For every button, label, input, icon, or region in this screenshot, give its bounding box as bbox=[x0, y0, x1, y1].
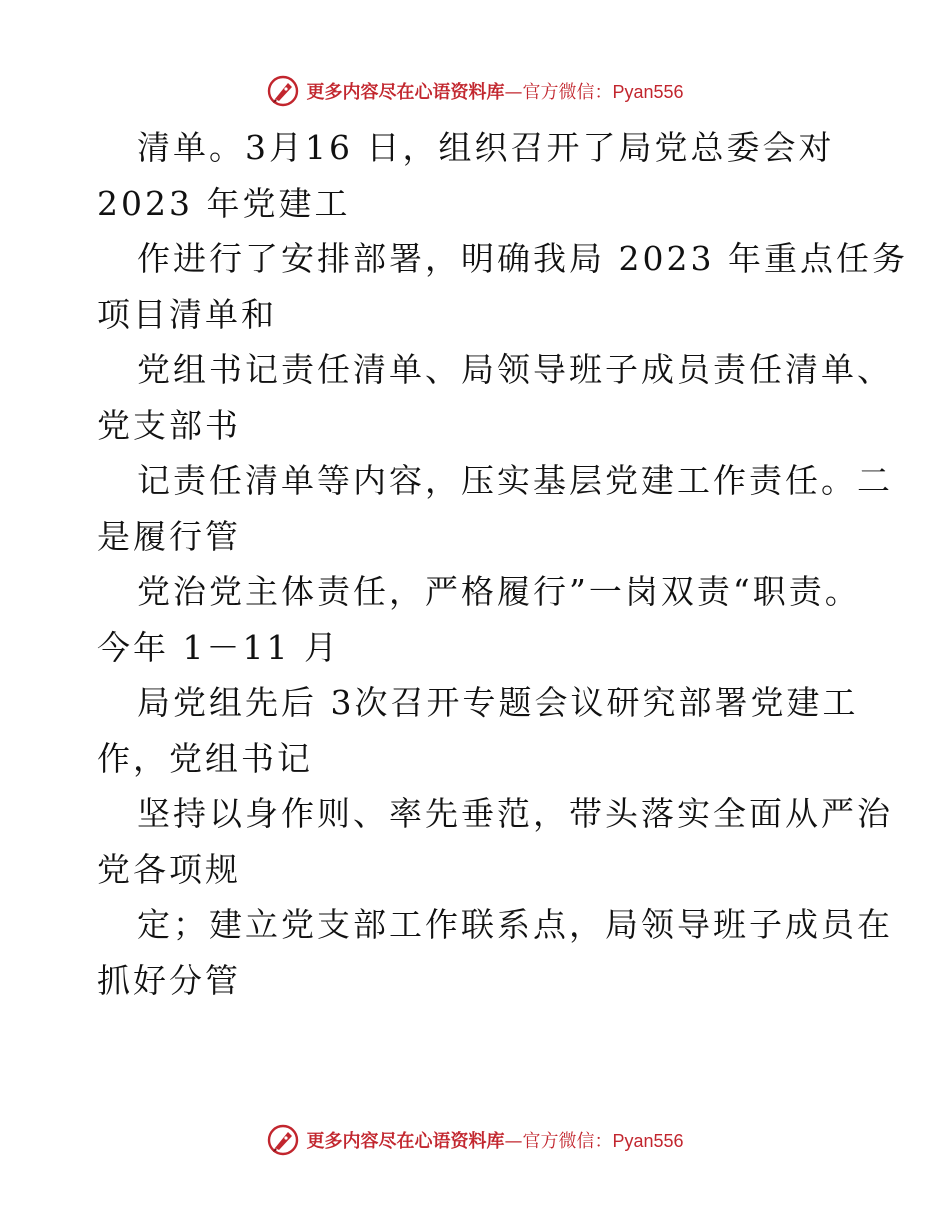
text-line: 党治党主体责任，严格履行”一岗双责“职责。 bbox=[137, 572, 861, 611]
banner-wechat-id: Pyan556 bbox=[612, 82, 684, 102]
text-line: 清单。3月16 日，组织召开了局党总委会对 bbox=[137, 128, 835, 167]
pen-nib-logo-icon bbox=[266, 74, 300, 108]
banner-main-text: 更多内容尽在心语资料库 bbox=[306, 82, 505, 103]
footer-banner bbox=[0, 1120, 950, 1160]
text-line: 定；建立党支部工作联系点，局领导班子成员在 bbox=[137, 905, 893, 944]
text-line: 作进行了安排部署，明确我局 2023 年重点任务 bbox=[137, 239, 908, 278]
pen-nib-logo-icon bbox=[266, 1123, 300, 1157]
document-body bbox=[97, 120, 908, 1008]
header-banner bbox=[0, 71, 950, 111]
text-line: 记责任清单等内容，压实基层党建工作责任。二 bbox=[137, 461, 893, 500]
text-line: 作，党组书记 bbox=[97, 738, 313, 778]
banner-dash: — bbox=[504, 1131, 523, 1152]
text-line: 党各项规 bbox=[97, 849, 241, 889]
banner-wechat-label: 官方微信： bbox=[522, 1131, 613, 1152]
header-banner-text bbox=[306, 78, 683, 104]
text-line: 今年 1－11 月 bbox=[97, 627, 340, 667]
banner-dash: — bbox=[504, 82, 523, 103]
banner-wechat-id: Pyan556 bbox=[612, 1131, 684, 1151]
text-line: 局党组先后 3次召开专题会议研究部署党建工 bbox=[137, 683, 859, 722]
text-line: 项目清单和 bbox=[97, 294, 277, 334]
banner-main-text: 更多内容尽在心语资料库 bbox=[306, 1131, 505, 1152]
text-line: 党支部书 bbox=[97, 405, 241, 445]
text-line: 是履行管 bbox=[97, 516, 241, 556]
footer-banner-text bbox=[306, 1127, 683, 1153]
text-line: 坚持以身作则、率先垂范，带头落实全面从严治 bbox=[137, 794, 893, 833]
banner-wechat-label: 官方微信： bbox=[522, 82, 613, 103]
text-line: 党组书记责任清单、局领导班子成员责任清单、 bbox=[137, 350, 893, 389]
text-line: 抓好分管 bbox=[97, 960, 241, 1000]
text-line: 2023 年党建工 bbox=[97, 183, 351, 223]
